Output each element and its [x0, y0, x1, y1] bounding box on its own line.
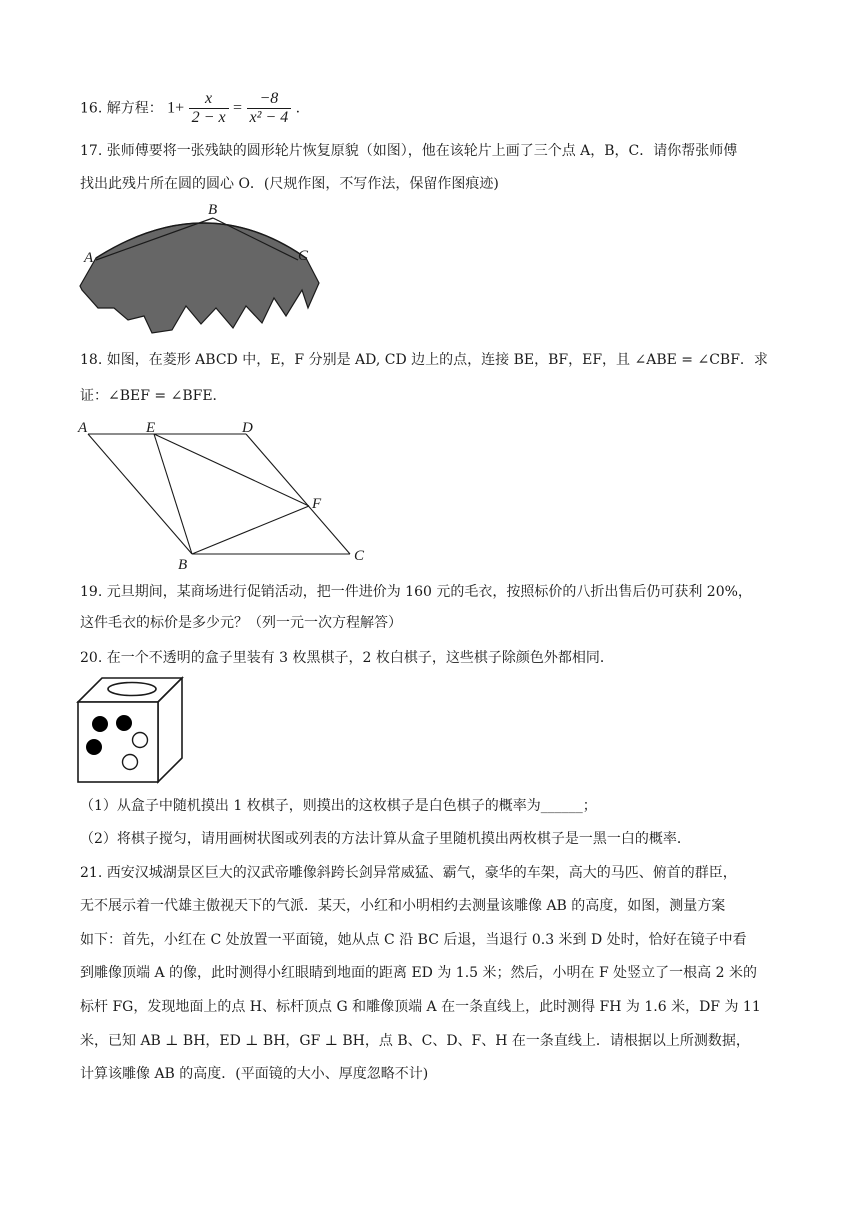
q21-line1: 21. 西安汉城湖景区巨大的汉武帝雕像斜跨长剑异常威猛、霸气，豪华的车架，高大的马匹、俯首的群臣， [80, 865, 737, 881]
label-c: C [298, 248, 309, 264]
q16-fraction-1 [189, 90, 229, 127]
q21-line6: 米，已知 AB ⊥ BH，ED ⊥ BH，GF ⊥ BH，点 B、C、D、F、H 在一条直线上．请根据以上所测数据， [80, 1033, 750, 1049]
q21-line3: 如下：首先，小红在 C 处放置一平面镜，她从点 C 沿 BC 后退，当退行 0.3 米到 D 处时，恰好在镜子中看 [80, 932, 747, 948]
label-e: E [146, 420, 156, 436]
label-a: A [78, 420, 88, 436]
q18-line1: 18. 如图，在菱形 ABCD 中，E，F 分别是 AD, CD 边上的点，连接 BE，BF，EF，且 ∠ABE = ∠CBF．求 [80, 352, 768, 368]
q17-line2: 找出此残片所在圆的圆心 O．(尺规作图，不写作法，保留作图痕迹) [80, 176, 499, 192]
side-ab [88, 434, 192, 554]
q16-one: 1+ [167, 99, 185, 117]
q17-line1: 17. 张师傅要将一张残缺的圆形轮片恢复原貌（如图），他在该轮片上画了三个点 A，B，C．请你帮张师傅 [80, 143, 738, 159]
q18-line2: 证：∠BEF = ∠BFE． [80, 388, 227, 404]
q21-line4: 到雕像顶端 A 的像，此时测得小红眼睛到地面的距离 ED 为 1.5 米；然后，小明在 F 处竖立了一根高 2 米的 [80, 965, 757, 981]
q21-line2: 无不展示着一代雄主傲视天下的气派．某天，小红和小明相约去测量该雕像 AB 的高度，如图，测量方案 [80, 898, 726, 914]
q16-num2: −8 [247, 90, 292, 109]
q16-fraction-2 [247, 90, 292, 127]
box-opening [108, 683, 156, 696]
label-d: D [242, 420, 253, 436]
white-piece [123, 755, 138, 770]
white-piece [133, 733, 148, 748]
q16-num1: x [189, 90, 229, 109]
black-piece [116, 715, 132, 731]
q16-equation [80, 90, 301, 126]
black-piece [92, 716, 108, 732]
q21-line7: 计算该雕像 AB 的高度．(平面镜的大小、厚度忽略不计) [80, 1066, 429, 1082]
q18-rhombus-figure [76, 416, 376, 572]
q16-den2: x² − 4 [249, 109, 289, 126]
black-piece [86, 739, 102, 755]
label-f: F [312, 496, 322, 512]
label-a: A [84, 250, 94, 266]
q21-line5: 标杆 FG，发现地面上的点 H、标杆顶点 G 和雕像顶端 A 在一条直线上，此时测得 FH 为 1.6 米，DF 为 11 [80, 999, 761, 1015]
q19-line1: 19. 元旦期间，某商场进行促销活动，把一件进价为 160 元的毛衣，按照标价的八折出售后仍可获利 20%， [80, 584, 752, 600]
segment-be [154, 434, 192, 554]
label-b: B [178, 557, 188, 572]
broken-wheel-shape [80, 223, 319, 333]
q20-line1: 20. 在一个不透明的盒子里装有 3 枚黑棋子，2 枚白棋子，这些棋子除颜色外都相同． [80, 650, 614, 666]
segment-ef [154, 434, 309, 506]
q20-box-figure [76, 676, 188, 786]
q19-line2: 这件毛衣的标价是多少元？（列一元一次方程解答） [80, 615, 402, 631]
q20-part1: （1）从盒子中随机摸出 1 枚棋子，则摸出的这枚棋子是白色棋子的概率为______； [80, 798, 597, 814]
segment-bf [192, 506, 309, 554]
q17-figure [76, 198, 326, 338]
q16-prefix: 16. 解方程： [80, 100, 163, 117]
q16-end: . [295, 100, 301, 117]
q16-den1: 2 − x [191, 109, 226, 126]
q16-eq: = [233, 99, 243, 117]
side-dc [246, 434, 350, 554]
q20-part2: （2）将棋子搅匀，请用画树状图或列表的方法计算从盒子里随机摸出两枚棋子是一黑一白的概率． [80, 831, 691, 847]
label-b: B [208, 202, 218, 218]
label-c: C [354, 548, 365, 564]
